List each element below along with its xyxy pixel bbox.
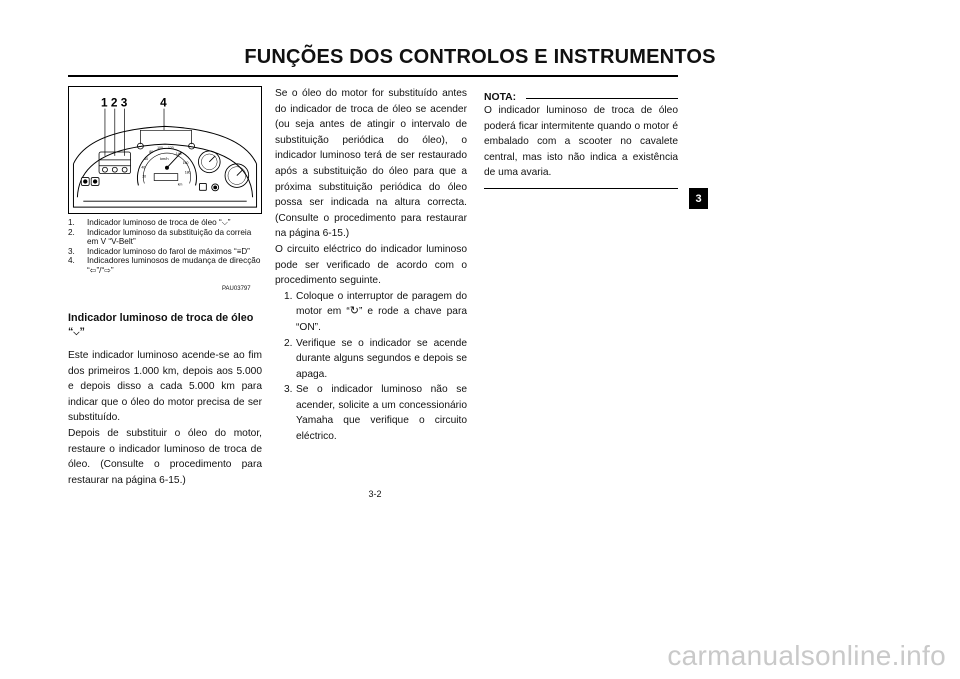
paragraph: Este indicador luminoso acende-se ao fim dos primeiros 1.000 km, depois aos 5.000 e depois disso a cada 5.000 km para indicar que o óleo do motor precisa de ser substituído. [68,350,262,424]
step-number: 2. [284,337,293,349]
paragraph: Depois de substituir o óleo do motor, restaure o indicador luminoso de troca de óleo. (Consulte o procedimento para restaurar na página 6-15.) [68,427,262,486]
svg-text:160: 160 [182,160,189,165]
caption-item [68,247,262,257]
column-1-body [68,348,262,488]
caption-number: 4. [68,256,75,266]
step-text: Coloque o interruptor de paragem do motor em “ [296,290,467,318]
caption-mid: ”/“ [96,265,105,275]
speedometer [137,143,196,186]
engine-run-icon: ↻ [349,305,359,318]
caption-text: Indicador luminoso da substituição da correia em V “V-Belt” [87,227,252,247]
note-label: NOTA: [484,92,517,103]
svg-text:80: 80 [149,149,154,154]
chapter-tab: 3 [689,188,708,209]
step-number: 3. [284,384,293,396]
caption-text: Indicadores luminosos de mudança de direcção “ [87,256,261,275]
caption-tail: ” [247,246,250,256]
left-buttons [81,178,99,186]
title-rule [68,75,678,77]
caption-item [68,218,262,228]
procedure-step [275,336,467,383]
step-text: Verifique se o indicador se acende durante alguns segundos e depois se apaga. [296,337,467,380]
caption-text: Indicador luminoso do farol de máximos “ [87,246,237,256]
figure-captions [68,218,262,276]
callout-3: 3 [120,95,128,110]
svg-text:120: 120 [167,146,174,151]
callout-2: 2 [110,95,118,110]
watermark: carmanualsonline.info [667,640,946,671]
page-title: FUNÇÕES DOS CONTROLOS E INSTRUMENTOS [244,46,716,68]
step-text-after: ” e rode a chave para “ON”. [296,306,467,333]
right-gauges [198,151,248,191]
callout-4: 4 [160,95,167,110]
note-header [484,92,678,103]
svg-text:20: 20 [142,174,147,179]
step-number: 1. [284,290,293,302]
caption-number: 2. [68,227,75,237]
svg-text:100: 100 [157,146,163,151]
svg-text:60: 60 [144,156,149,161]
note-text: O indicador luminoso de troca de óleo poderá ficar intermitente quando o motor é embalado com a scooter no cavalete central, mas isto não indica a existência de uma avaria. [484,105,678,179]
instrument-panel-drawing [69,87,261,213]
svg-text:km: km [177,182,183,187]
section-symbol [68,326,85,338]
column-2-body [275,86,467,445]
caption-tail: ” [227,218,231,227]
arrow-right-icon: ⇨ [104,265,111,275]
high-beam-icon: ≡D [236,246,248,256]
leader-lines [105,109,192,156]
symbol-open-quote: “ [68,326,74,338]
svg-text:km/h: km/h [160,155,169,161]
arrow-left-icon: ⇦ [89,265,97,275]
svg-text:180: 180 [184,170,191,175]
callout-1: 1 [101,95,108,110]
paragraph: Se o óleo do motor for substituído antes do indicador de troca de óleo se acender (ou seja antes de atingir o intervalo de substituição periódica do óleo), o indicador luminoso terá de ser restaurado após a substituição do óleo para que a próxima substituição periódica do óleo possa ser indicada na altura correcta. (Consulte o procedimento para restaurar na página 6-15.) [275,88,467,240]
paragraph: O circuito eléctrico do indicador luminoso pode ser verificado de acordo com o procedimento seguinte. [275,243,467,287]
oil-can-icon: ⌵ [73,328,80,337]
procedure-step [275,289,467,336]
note-rule [526,98,678,99]
svg-text:40: 40 [141,165,146,170]
step-text: Se o indicador luminoso não se acender, solicite a um concessionário Yamaha que verifique o circuito eléctrico. [296,384,467,443]
note-bottom-rule [484,188,678,189]
instrument-panel-figure [68,86,262,214]
section-heading: Indicador luminoso de troca de óleo [68,312,254,324]
caption-number: 3. [68,246,75,256]
figure-code: PAU03797 [222,286,251,292]
caption-item [68,256,262,275]
oil-can-icon: ⌵ [221,218,228,227]
page-number: 3-2 [368,489,382,499]
svg-text:140: 140 [175,151,182,156]
caption-item [68,228,262,247]
caption-tail: ” [110,265,114,275]
caption-number: 1. [68,218,75,227]
note-box [484,92,678,189]
procedure-step [275,382,467,444]
symbol-close-quote: ” [79,326,85,338]
caption-text: Indicador luminoso de troca de óleo “ [87,218,222,227]
